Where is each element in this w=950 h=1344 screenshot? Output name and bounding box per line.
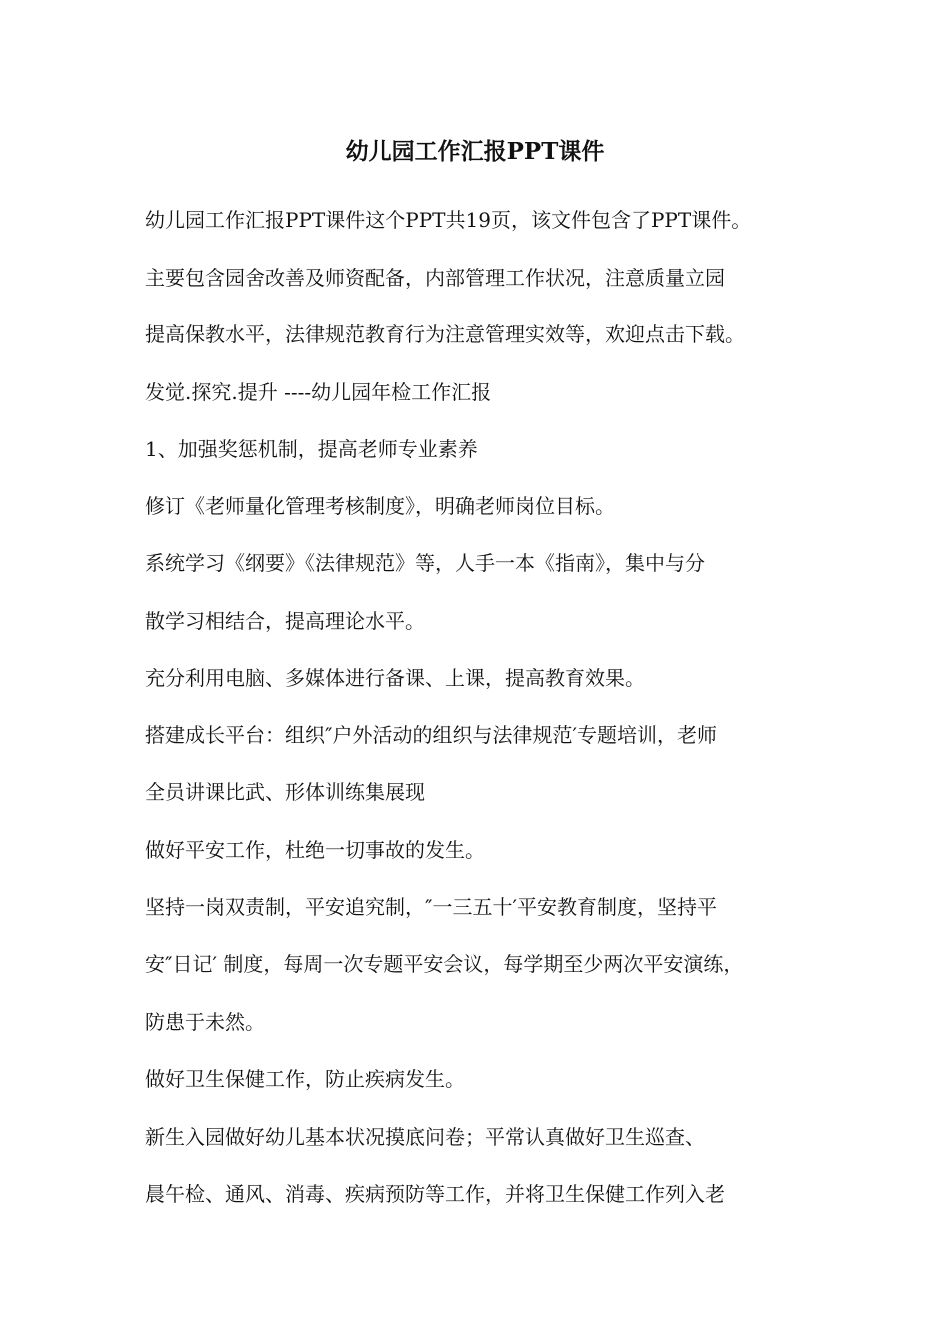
body-line: 散学习相结合，提高理论水平。 — [145, 609, 425, 633]
body-line: 1、加强奖惩机制，提高老师专业素养 — [145, 437, 478, 461]
body-line: 提高保教水平，法律规范教育行为注意管理实效等，欢迎点击下载。 — [145, 322, 745, 346]
document-title: 幼儿园工作汇报PPT课件 — [345, 138, 605, 165]
body-line: 幼儿园工作汇报PPT课件这个PPT共19页，该文件包含了PPT课件。 — [145, 208, 752, 232]
body-line: 坚持一岗双责制，平安追究制，″一三五十′平安教育制度，坚持平 — [145, 895, 718, 919]
body-line: 主要包含园舍改善及师资配备，内部管理工作状况，注意质量立园 — [145, 266, 725, 290]
body-line: 修订《老师量化管理考核制度》，明确老师岗位目标。 — [145, 494, 615, 518]
body-line: 防患于未然。 — [145, 1010, 265, 1034]
body-line: 安″日记′ 制度，每周一次专题平安会议，每学期至少两次平安演练， — [145, 952, 744, 976]
body-line: 充分利用电脑、多媒体进行备课、上课，提高教育效果。 — [145, 666, 645, 690]
body-line: 搭建成长平台：组织″户外活动的组织与法律规范′专题培训，老师 — [145, 723, 718, 747]
body-line: 做好平安工作，杜绝一切事故的发生。 — [145, 838, 485, 862]
body-line: 发觉.探究.提升 ----幼儿园年检工作汇报 — [145, 380, 492, 404]
body-line: 全员讲课比武、形体训练集展现 — [145, 780, 425, 804]
body-line: 晨午检、通风、消毒、疾病预防等工作，并将卫生保健工作列入老 — [145, 1182, 725, 1206]
body-line: 新生入园做好幼儿基本状况摸底问卷；平常认真做好卫生巡查、 — [145, 1125, 705, 1149]
body-line: 做好卫生保健工作，防止疾病发生。 — [145, 1067, 465, 1091]
body-line: 系统学习《纲要》《法律规范》等，人手一本《指南》，集中与分 — [145, 551, 705, 575]
